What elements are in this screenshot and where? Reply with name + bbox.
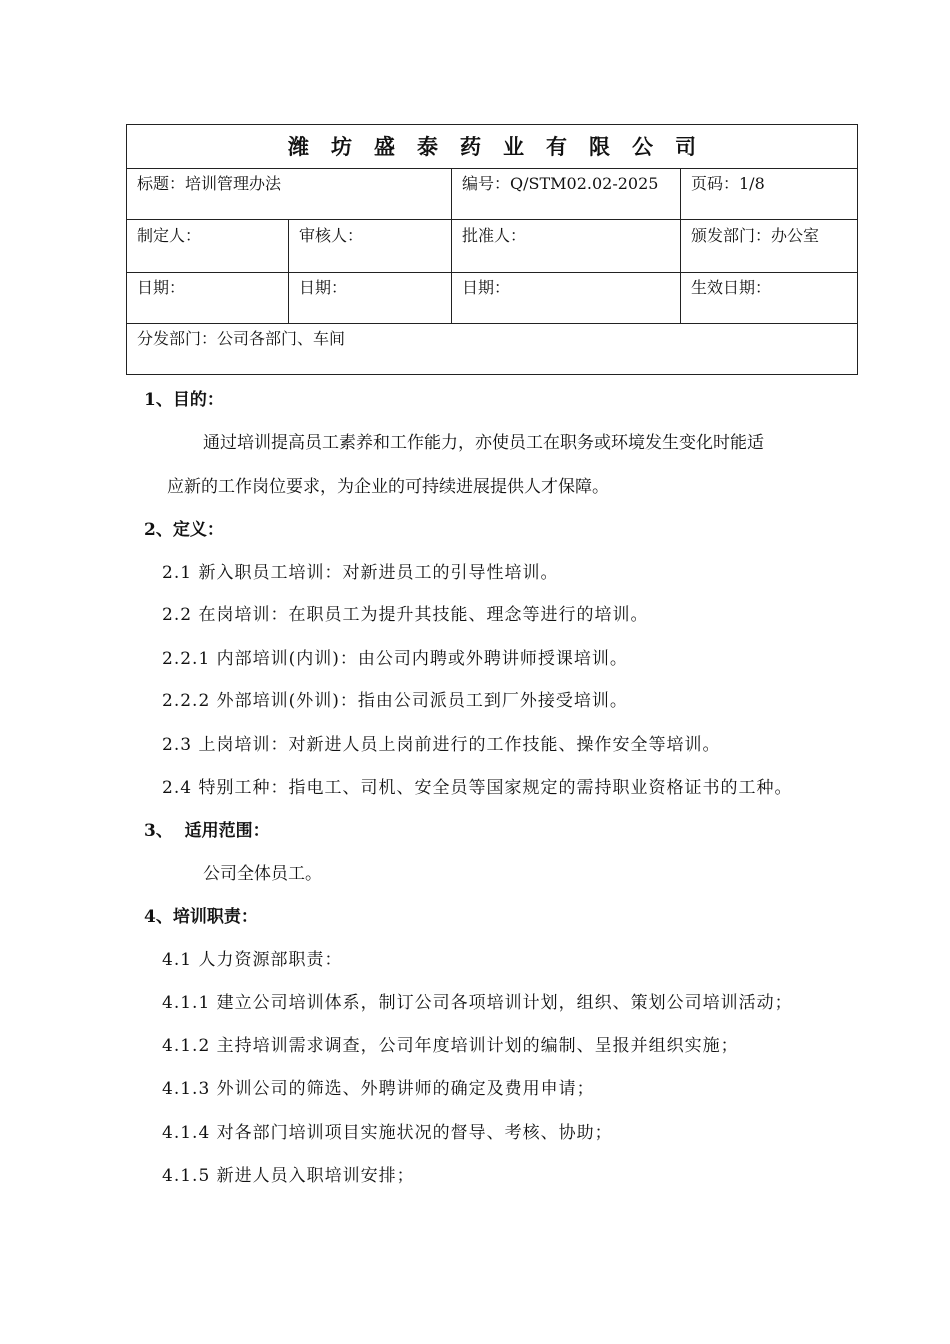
duty-4-1-3: 4.1.3 外训公司的筛选、外聘讲师的确定及费用申请；: [162, 1079, 595, 1099]
section-2-heading: 2、定义：: [144, 520, 224, 540]
duty-4-1-1: 4.1.1 建立公司培训体系，制订公司各项培训计划，组织、策划公司培训活动；: [162, 993, 793, 1013]
reviewer-cell: 审核人：: [289, 220, 452, 273]
section-3-paragraph: 公司全体员工。: [203, 864, 322, 884]
distribution-cell: 分发部门：公司各部门、车间: [127, 324, 858, 375]
draft-date-cell: 日期：: [127, 273, 289, 324]
definition-2-4: 2.4 特别工种：指电工、司机、安全员等国家规定的需持职业资格证书的工种。: [162, 778, 793, 798]
definition-2-2: 2.2 在岗培训：在职员工为提升其技能、理念等进行的培训。: [162, 605, 649, 625]
section-3-heading: 3、 适用范围：: [144, 821, 270, 841]
drafter-cell: 制定人：: [127, 220, 289, 273]
section-4-heading: 4、培训职责：: [144, 907, 258, 927]
document-header-table: [126, 124, 858, 375]
duty-4-1: 4.1 人力资源部职责：: [162, 950, 343, 970]
review-date-cell: 日期：: [289, 273, 452, 324]
section-1-heading: 1、目的：: [144, 390, 224, 410]
duty-4-1-5: 4.1.5 新进人员入职培训安排；: [162, 1166, 415, 1186]
duty-4-1-4: 4.1.4 对各部门培训项目实施状况的督导、考核、协助；: [162, 1123, 613, 1143]
approver-cell: 批准人：: [452, 220, 681, 273]
issuing-dept-cell: 颁发部门：办公室: [681, 220, 858, 273]
document-code-cell: 编号：Q/STM02.02-2025: [452, 169, 681, 220]
definition-2-1: 2.1 新入职员工培训：对新进员工的引导性培训。: [162, 563, 559, 583]
definition-2-2-2: 2.2.2 外部培训(外训)：指由公司派员工到厂外接受培训。: [162, 691, 628, 711]
page-number-cell: 页码：1/8: [681, 169, 858, 220]
duty-4-1-2: 4.1.2 主持培训需求调查，公司年度培训计划的编制、呈报并组织实施；: [162, 1036, 739, 1056]
definition-2-3: 2.3 上岗培训：对新进人员上岗前进行的工作技能、操作安全等培训。: [162, 735, 721, 755]
effective-date-cell: 生效日期：: [681, 273, 858, 324]
approve-date-cell: 日期：: [452, 273, 681, 324]
definition-2-2-1: 2.2.1 内部培训(内训)：由公司内聘或外聘讲师授课培训。: [162, 649, 628, 669]
company-name: 潍坊盛泰药业有限公司: [127, 125, 858, 169]
section-1-paragraph-line-1: 通过培训提高员工素养和工作能力，亦使员工在职务或环境发生变化时能适: [203, 433, 764, 453]
document-title-cell: 标题：培训管理办法: [127, 169, 452, 220]
section-1-paragraph-line-2: 应新的工作岗位要求，为企业的可持续进展提供人才保障。: [167, 477, 609, 497]
